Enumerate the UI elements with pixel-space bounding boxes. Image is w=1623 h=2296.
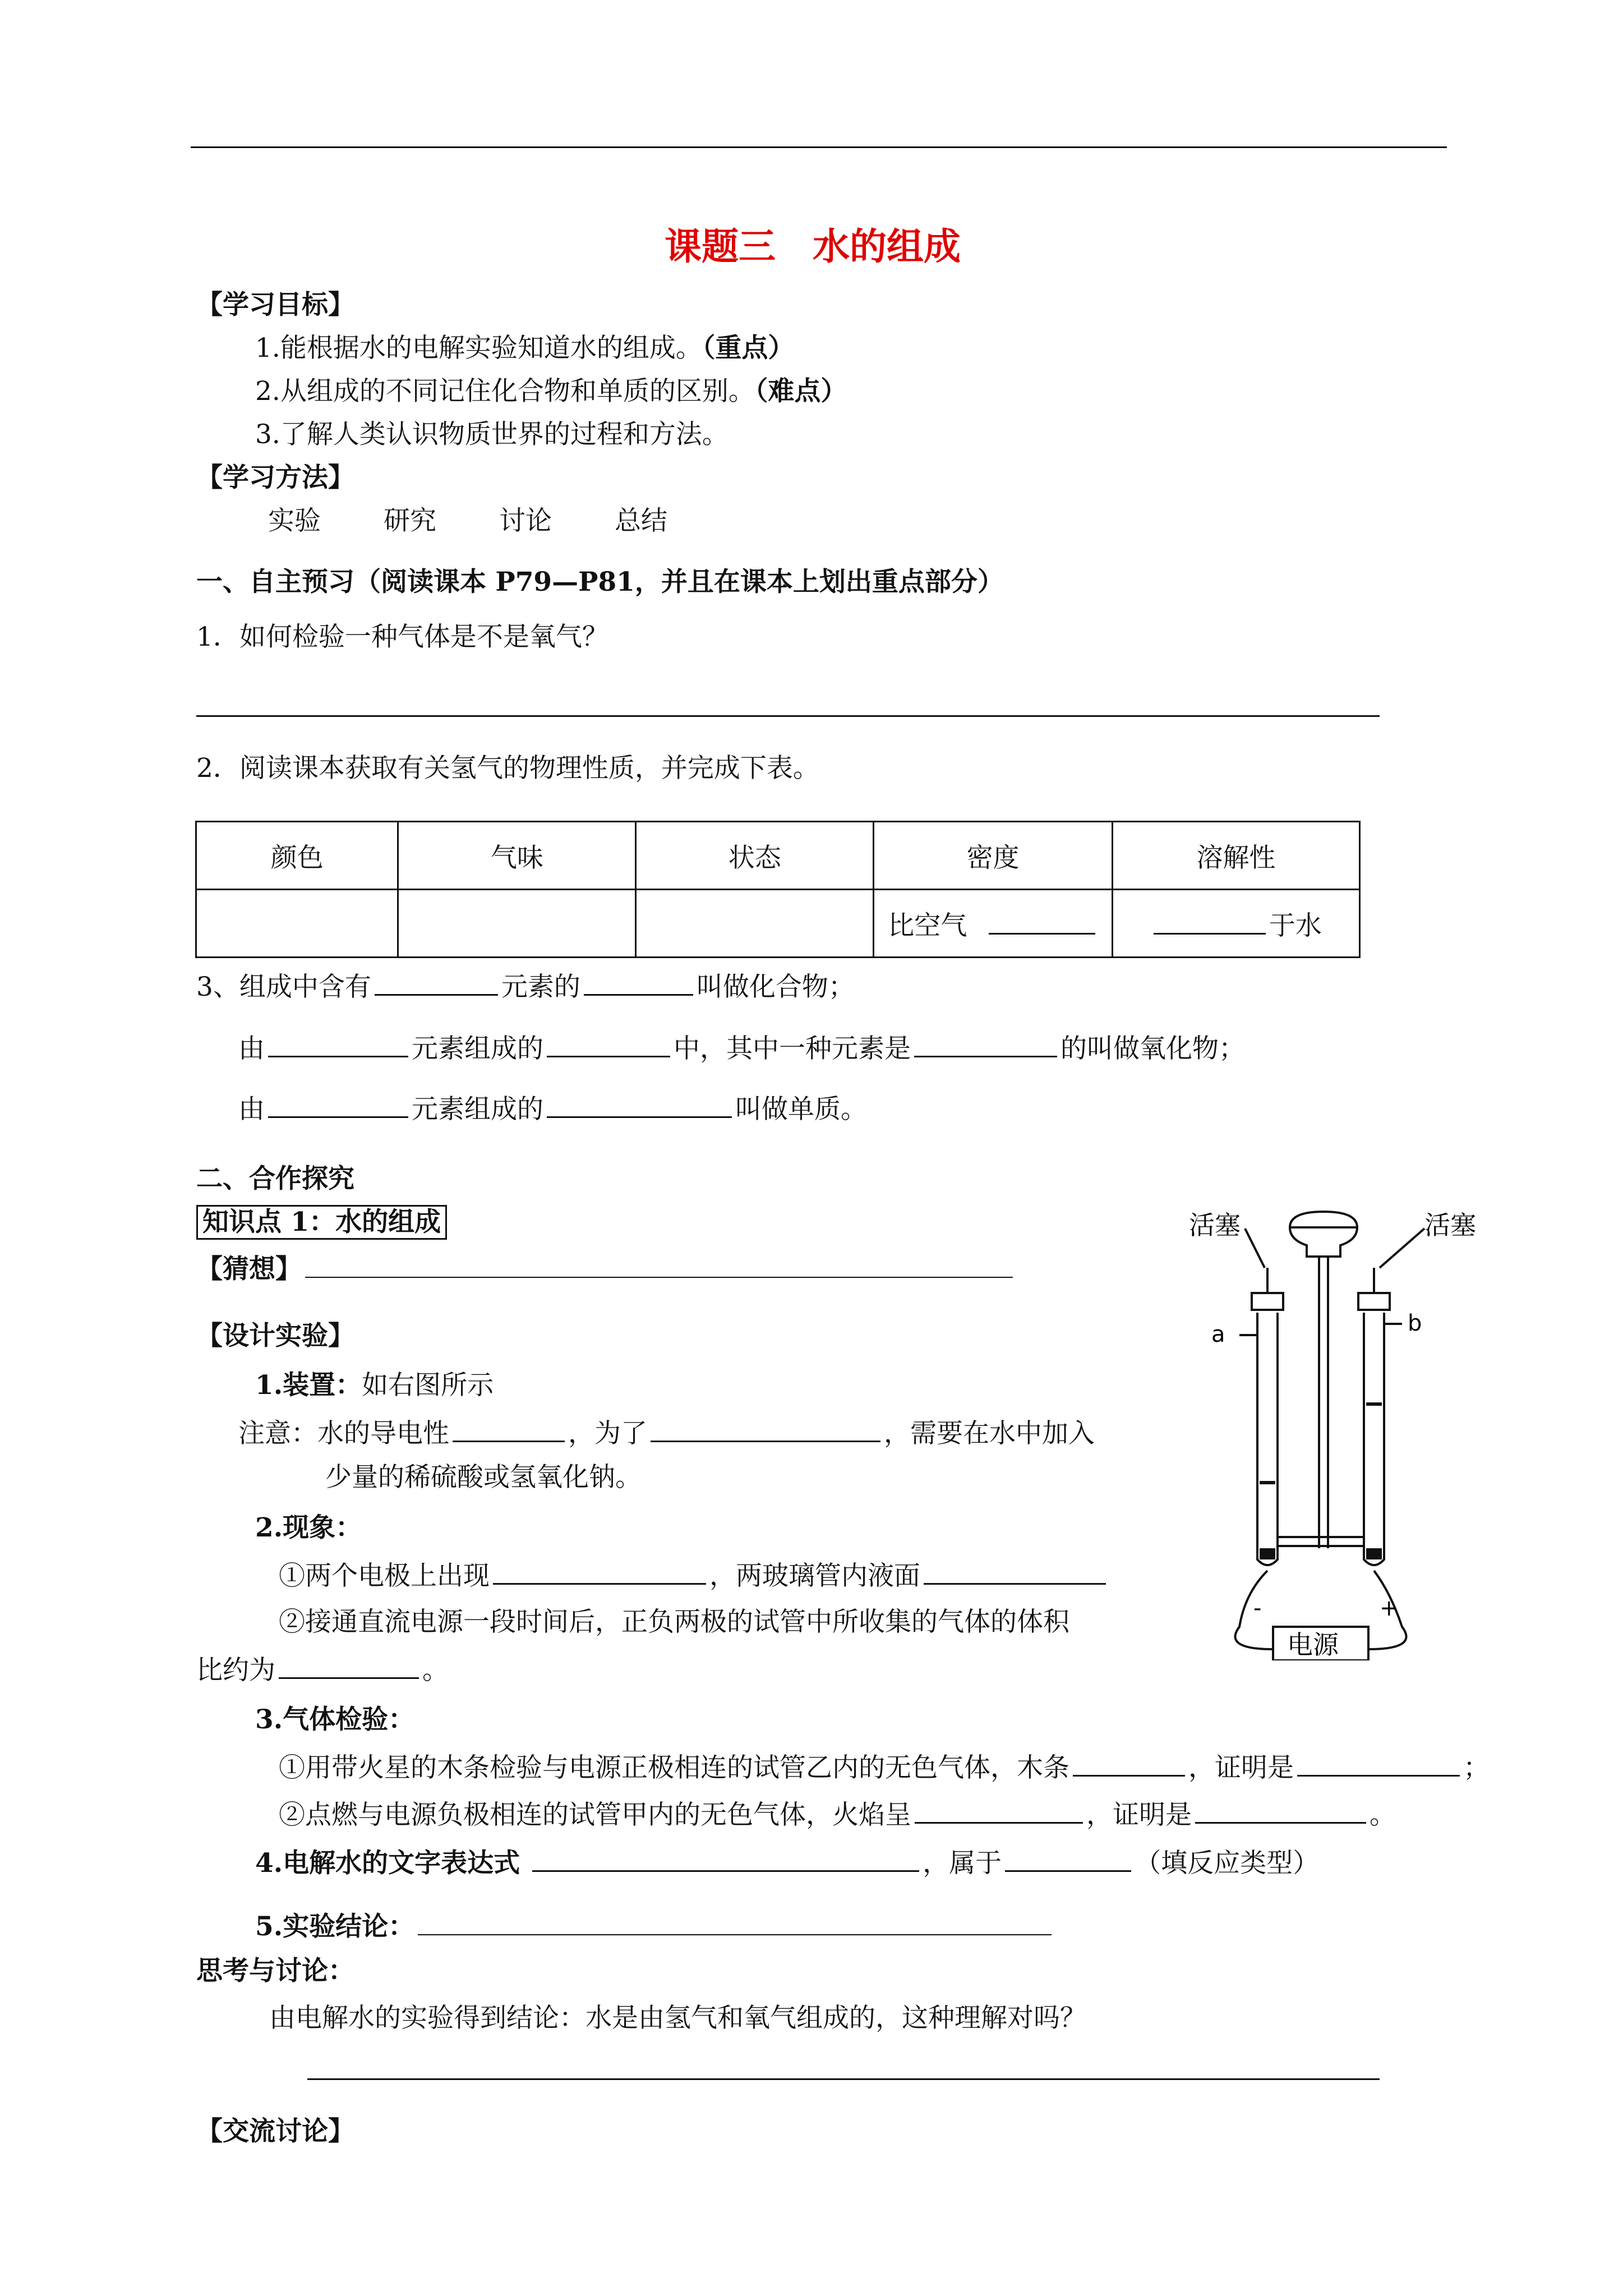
q3-l2-text-a: 由: [238, 1033, 265, 1064]
phenomenon-3: [196, 1653, 449, 1687]
apparatus-row: [255, 1369, 494, 1402]
cell-density[interactable]: [874, 890, 1113, 958]
gt1-blank-2[interactable]: [1297, 1750, 1460, 1777]
q3-l3-text-b: 元素组成的: [412, 1094, 543, 1125]
expression-row: [255, 1846, 1319, 1880]
gt2-text-b: ，证明是: [1086, 1800, 1192, 1830]
note-blank-2[interactable]: [651, 1416, 880, 1442]
gas-test-2: [279, 1797, 1396, 1832]
page-title: 课题三 水的组成: [665, 224, 961, 268]
solubility-blank[interactable]: [1154, 908, 1266, 935]
tube-a-label: a: [1211, 1322, 1225, 1347]
q3-l2-text-c: 中，其中一种元素是: [674, 1033, 911, 1064]
conclusion-blank[interactable]: [418, 1910, 1052, 1935]
hydrogen-properties-table: [195, 821, 1361, 958]
objective-1: [255, 332, 794, 365]
objective-1-tag: （重点）: [702, 333, 795, 364]
ph1-blank-1[interactable]: [493, 1558, 706, 1585]
ph3-blank[interactable]: [279, 1653, 419, 1679]
right-valve-label: 活塞: [1424, 1210, 1476, 1240]
q3-text-b: 元素的: [501, 972, 580, 1002]
guess-heading: 【猜想】: [196, 1254, 302, 1285]
gt1-text-a: ①用带火星的木条检验与电源正极相连的试管乙内的无色气体，木条: [279, 1752, 1069, 1783]
solubility-suffix: 于水: [1269, 910, 1322, 941]
table-row: [196, 890, 1360, 958]
header-color: 颜色: [196, 822, 398, 890]
q3-l2-text-b: 元素组成的: [412, 1033, 543, 1064]
header-state: 状态: [636, 822, 874, 890]
section1-heading: 一、自主预习（阅读课本 P79—P81，并且在课本上划出重点部分）: [196, 567, 1004, 597]
gt1-blank-1[interactable]: [1073, 1750, 1185, 1777]
plus-label: +: [1380, 1595, 1399, 1621]
gt2-blank-1[interactable]: [915, 1797, 1083, 1824]
method-2: 研究: [384, 505, 436, 536]
q3-l3-blank-2[interactable]: [547, 1092, 732, 1118]
ph1-text-b: ，两玻璃管内液面: [709, 1561, 920, 1591]
q3-l3-text-a: 由: [238, 1094, 265, 1125]
cell-smell[interactable]: [398, 890, 636, 958]
design-heading: 【设计实验】: [196, 1320, 354, 1351]
conclusion-row: [255, 1910, 1055, 1944]
methods-heading: 【学习方法】: [196, 462, 354, 493]
question-3-line-1: [196, 969, 855, 1004]
conclusion-label: 5.实验结论：: [255, 1911, 415, 1942]
objective-3-text: 3.了解人类认识物质世界的过程和方法。: [255, 419, 728, 450]
gas-test-heading: 3.气体检验：: [255, 1704, 415, 1735]
note-row-2: 少量的稀硫酸或氢氧化钠。: [325, 1462, 642, 1493]
ph1-text-a: ①两个电极上出现: [279, 1561, 490, 1591]
q3-text-c: 叫做化合物；: [696, 972, 855, 1002]
phenomenon-2: ②接通直流电源一段时间后，正负两极的试管中所收集的气体的体积: [279, 1607, 1069, 1637]
header-solubility: 溶解性: [1112, 822, 1359, 890]
objective-2-tag: （难点）: [754, 376, 847, 407]
q3-text-a: 3、组成中含有: [196, 972, 371, 1002]
phenomenon-1: [279, 1558, 1109, 1593]
electrolysis-apparatus-diagram: [1178, 1200, 1537, 1660]
note-row: [238, 1416, 1095, 1451]
q3-blank-2[interactable]: [584, 969, 693, 996]
gt2-blank-2[interactable]: [1195, 1797, 1366, 1824]
phenomenon-heading: 2.现象：: [255, 1512, 362, 1543]
header-rule: [191, 146, 1447, 148]
gt1-text-b: ，证明是: [1188, 1752, 1294, 1783]
header-density: 密度: [874, 822, 1113, 890]
expression-text-b: ，属于: [923, 1848, 1002, 1879]
gas-test-1: [279, 1750, 1490, 1785]
q3-l3-blank-1[interactable]: [268, 1092, 408, 1118]
note-blank-1[interactable]: [453, 1416, 565, 1442]
question-3-line-2: [238, 1031, 1245, 1066]
think-question: 由电解水的实验得到结论：水是由氢气和氧气组成的，这种理解对吗？: [269, 2003, 1086, 2033]
power-label: 电源: [1287, 1630, 1339, 1660]
header-smell: 气味: [398, 822, 636, 890]
objective-3: [255, 418, 728, 452]
reaction-type-blank[interactable]: [1005, 1846, 1131, 1872]
knowledge-point-1: 知识点 1：水的组成: [196, 1205, 447, 1240]
answer-line-q1[interactable]: [196, 715, 1380, 717]
expression-blank[interactable]: [532, 1846, 919, 1872]
section2-heading: 二、合作探究: [196, 1163, 354, 1194]
note-text-c: ，需要在水中加入: [884, 1418, 1095, 1449]
q3-l2-text-d: 的叫做氧化物；: [1061, 1033, 1245, 1064]
exchange-heading: 【交流讨论】: [196, 2116, 354, 2147]
density-blank[interactable]: [989, 908, 1095, 935]
density-prefix: 比空气: [888, 910, 967, 941]
method-4: 总结: [615, 505, 667, 536]
gt1-text-c: ；: [1463, 1752, 1490, 1783]
ph3-text-a: 比约为: [196, 1655, 275, 1686]
apparatus-text: 如右图所示: [362, 1370, 494, 1401]
note-text-a: 注意：水的导电性: [238, 1418, 449, 1449]
objective-2-text: 2.从组成的不同记住化合物和单质的区别。: [255, 376, 755, 407]
cell-solubility[interactable]: [1112, 890, 1359, 958]
question-1: 1．如何检验一种气体是不是氧气？: [196, 622, 608, 652]
apparatus-label: 1.装置：: [255, 1370, 362, 1401]
note-text-b: ，为了: [568, 1418, 647, 1449]
objective-2: [255, 375, 847, 408]
method-3: 讨论: [499, 505, 552, 536]
gt2-text-a: ②点燃与电源负极相连的试管甲内的无色气体，火焰呈: [279, 1800, 911, 1830]
q3-l2-blank-1[interactable]: [268, 1031, 408, 1057]
think-heading: 思考与讨论：: [196, 1955, 354, 1986]
q3-blank-1[interactable]: [375, 969, 498, 996]
ph3-text-b: 。: [422, 1655, 449, 1686]
minus-label: -: [1253, 1595, 1262, 1621]
guess-row: [196, 1252, 1016, 1286]
question-3-line-3: [238, 1092, 867, 1126]
ph1-blank-2[interactable]: [924, 1558, 1106, 1585]
q3-l2-blank-3[interactable]: [914, 1031, 1057, 1057]
think-answer-line[interactable]: [307, 2078, 1380, 2080]
table-header-row: [196, 822, 1360, 890]
method-1: 实验: [268, 505, 321, 536]
q3-l2-blank-2[interactable]: [547, 1031, 670, 1057]
tube-b-label: b: [1408, 1310, 1422, 1336]
cell-color[interactable]: [196, 890, 398, 958]
gt2-text-c: 。: [1370, 1800, 1396, 1830]
left-valve-label: 活塞: [1189, 1210, 1241, 1240]
objective-1-text: 1.能根据水的电解实验知道水的组成。: [255, 333, 702, 364]
question-2: 2．阅读课本获取有关氢气的物理性质，并完成下表。: [196, 753, 819, 784]
objectives-heading: 【学习目标】: [196, 289, 354, 320]
guess-blank[interactable]: [305, 1252, 1013, 1278]
expression-text-c: （填反应类型）: [1135, 1848, 1320, 1879]
cell-state[interactable]: [636, 890, 874, 958]
expression-label: 4.电解水的文字表达式: [255, 1848, 520, 1879]
q3-l3-text-c: 叫做单质。: [735, 1094, 867, 1125]
